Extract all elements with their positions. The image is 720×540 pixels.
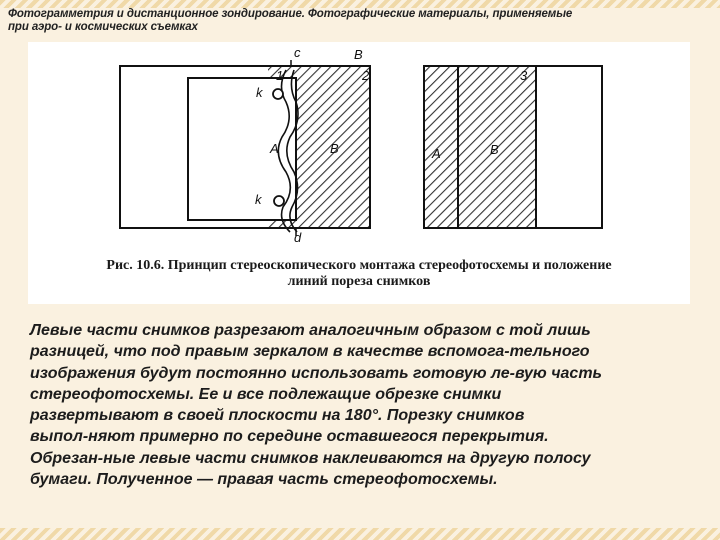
caption-line-2: линий пореза снимков xyxy=(287,274,431,289)
bottom-decor-stripe xyxy=(0,528,720,540)
label-A-left: A xyxy=(270,141,279,156)
point-k-bottom xyxy=(274,196,284,206)
body-line-6: выпол-няют примерно по середине оставшегося перекрытия. xyxy=(30,428,549,446)
body-line-7: Обрезан-ные левые части снимков наклеиваются на другую полосу xyxy=(30,449,591,467)
body-line-4: стереофотосхемы. Ее и все подлежащие обрезке снимки xyxy=(30,385,502,403)
body-line-2: разницей, что под правым зеркалом в качестве вспомога-тельного xyxy=(30,343,590,361)
title-line-2: при аэро- и космических съемках xyxy=(8,21,198,33)
label-2: 2 xyxy=(362,68,370,83)
slide-title xyxy=(8,8,648,34)
label-k-bottom: k xyxy=(255,192,262,207)
title-line-1: Фотограмметрия и дистанционное зондирование. Фотографические материалы, применяемые xyxy=(8,8,573,20)
label-A-right: A xyxy=(432,146,441,161)
figure-10-6 xyxy=(28,42,690,304)
top-decor-stripe xyxy=(0,0,720,8)
label-1: 1 xyxy=(276,68,284,83)
body-line-1: Левые части снимков разрезают аналогичным образом с той лишь xyxy=(30,322,591,339)
label-3: 3 xyxy=(520,68,528,83)
body-line-5: развертывают в своей плоскости на 180°. Порезку снимков xyxy=(30,407,525,425)
body-line-8: бумаги. Полученное — правая часть стереофотосхемы. xyxy=(30,471,498,489)
label-B-left: B xyxy=(330,141,339,156)
label-d: d xyxy=(294,230,302,245)
right-photo-hatched-strip xyxy=(424,66,536,228)
label-k-top: k xyxy=(256,85,263,100)
caption-line-1: Рис. 10.6. Принцип стереоскопического монтажа стереофотосхемы и положение xyxy=(106,258,612,273)
label-B-top: B xyxy=(354,47,363,62)
point-k-top xyxy=(273,89,283,99)
body-line-3: изображения будут постоянно использовать готовую ле-вую часть xyxy=(30,364,603,382)
figure-caption xyxy=(28,258,690,290)
label-c: c xyxy=(294,45,301,60)
body-paragraph xyxy=(30,320,695,490)
label-B-right: B xyxy=(490,142,499,157)
